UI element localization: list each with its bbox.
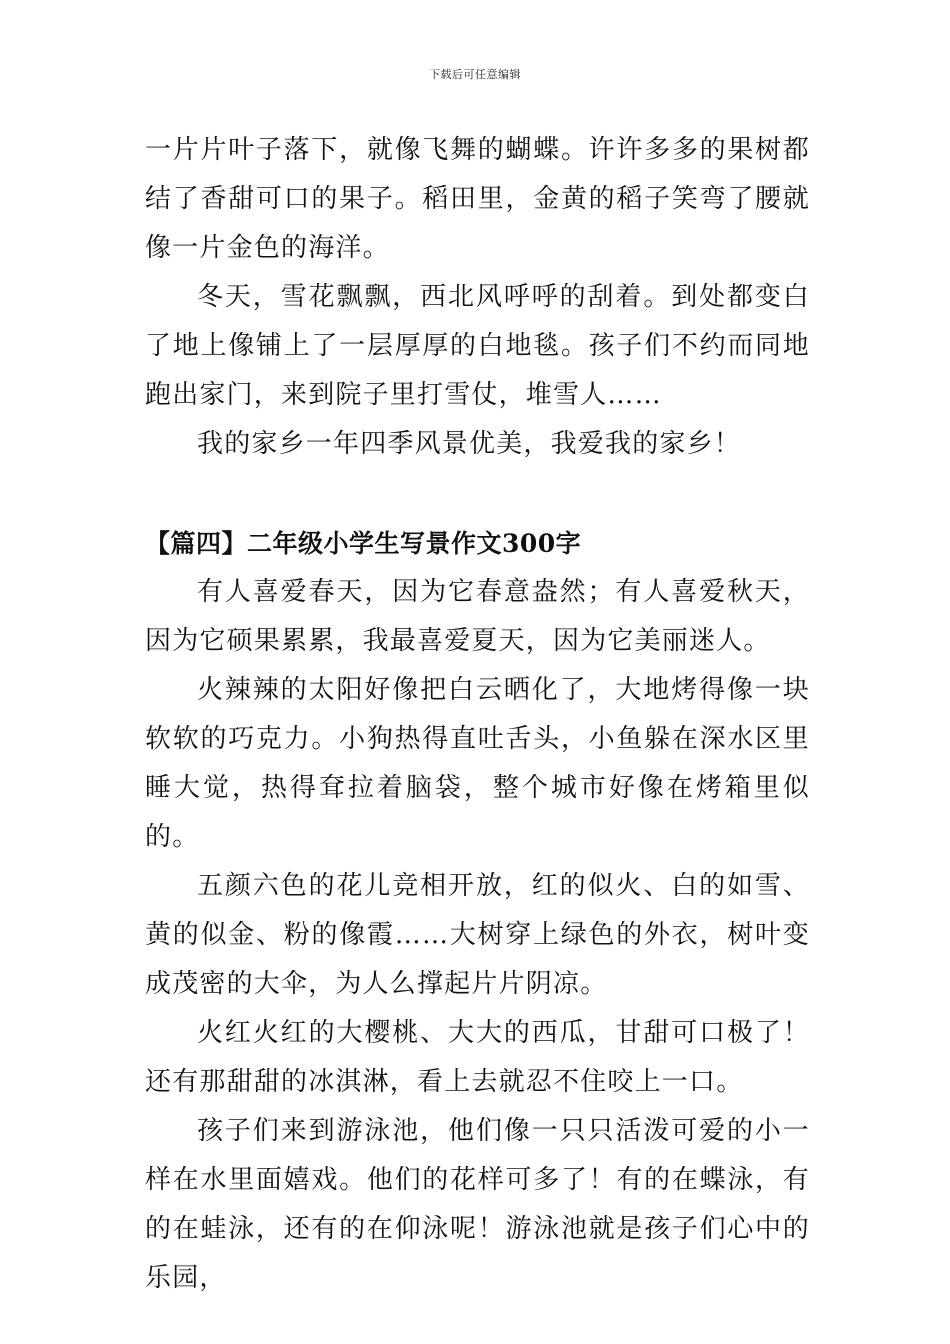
paragraph: 一片片叶子落下，就像飞舞的蝴蝶。许许多多的果树都结了香甜可口的果子。稻田里，金黄的稻子笑弯了腰就像一片金色的海洋。 [145, 135, 810, 263]
page-header: 下载后可任意编辑 [429, 68, 521, 81]
paragraph: 冬天，雪花飘飘，西北风呼呼的刮着。到处都变白了地上像铺上了一层厚厚的白地毯。孩子们不约而同地跑出家门，来到院子里打雪仗，堆雪人…… [145, 282, 810, 410]
paragraph: 火红火红的大樱桃、大大的西瓜，甘甜可口极了！还有那甜甜的冰淇淋，看上去就忍不住咬上一口。 [145, 1018, 810, 1097]
paragraph: 我的家乡一年四季风景优美，我爱我的家乡！ [197, 429, 742, 459]
document-body [145, 126, 810, 1303]
paragraph: 孩子们来到游泳池，他们像一只只活泼可爱的小一样在水里面嬉戏。他们的花样可多了！有的在蝶泳，有的在蛙泳，还有的在仰泳呢！游泳池就是孩子们心中的乐园， [145, 1116, 810, 1293]
paragraph: 五颜六色的花儿竞相开放，红的似火、白的如雪、黄的似金、粉的像霞……大树穿上绿色的外衣，树叶变成茂密的大伞，为人么撑起片片阴凉。 [145, 871, 810, 999]
paragraph: 火辣辣的太阳好像把白云晒化了，大地烤得像一块软软的巧克力。小狗热得直吐舌头，小鱼躲在深水区里睡大觉，热得耷拉着脑袋，整个城市好像在烤箱里似的。 [145, 675, 810, 852]
section-gap [145, 469, 810, 519]
section-title: 【篇四】二年级小学生写景作文300字 [145, 529, 582, 558]
paragraph: 有人喜爱春天，因为它春意盎然；有人喜爱秋天，因为它硕果累累，我最喜爱夏天，因为它美丽迷人。 [145, 577, 810, 656]
